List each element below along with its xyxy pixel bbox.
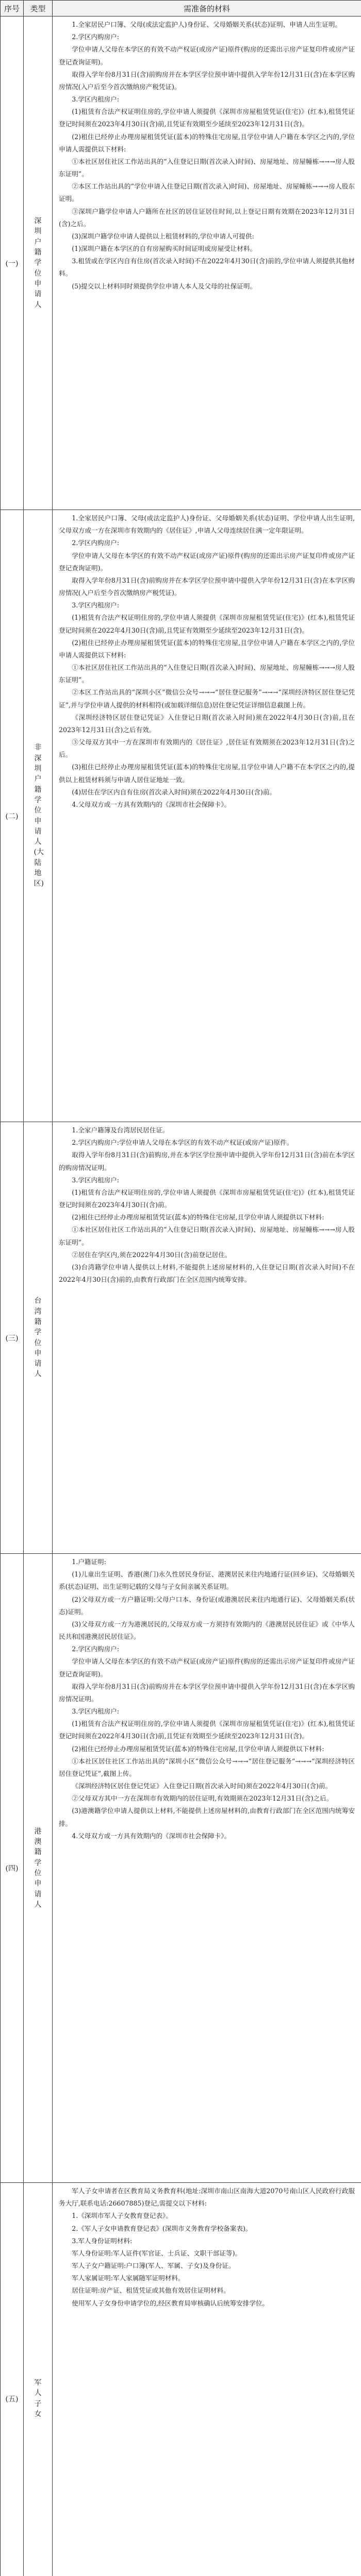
material-paragraph: ①本社区居住社区工作站出具的“深圳小区”微信公众号→→→“居住登记服务”→→→“深圳经济特区居住登记凭证”,截图上传。: [59, 1757, 355, 1777]
material-paragraph: ②居住在学区内,须在2022年4月30日(含)前登记居住。: [72, 1250, 232, 1259]
row-seq: (一): [1, 16, 24, 510]
row-seq: (二): [1, 510, 24, 1122]
table-row: [1, 1122, 361, 1554]
material-paragraph: (2)父母双方或一方户籍证明:父母户口本、身份证(或港澳居民来往内地通行证)、父母婚姻关系(状态)证明。: [59, 1595, 355, 1616]
material-paragraph: 3.学区内租房户:: [72, 1707, 120, 1716]
material-paragraph: 3.学区内租房户:: [72, 95, 120, 104]
material-paragraph: 3.学区内租房户:: [72, 601, 120, 609]
row-type: 台湾籍学位申请人: [34, 1297, 42, 1379]
row-materials: [53, 16, 361, 510]
header-materials: 需准备的材料: [53, 1, 361, 16]
material-paragraph: 1.户籍证明:: [72, 1558, 106, 1566]
row-seq: (五): [1, 2183, 24, 2576]
row-type: 军人子女: [34, 2378, 42, 2418]
material-paragraph: 取得入学年份8月31日(含)前购房并在本学区学位预申请中提供入学年份12月31日(含)在本学区购房情况(入户后至今首次缴纳房产税凭证)。: [59, 576, 355, 597]
row-type: 非深圳户籍学位申请人(大陆地区): [34, 743, 44, 888]
row-materials: [53, 510, 361, 1122]
row-type-cell: [24, 1122, 53, 1554]
material-paragraph: 军人子女申请者在区教育局义务教育科(地址:深圳市南山区南海大道2070号南山区人民政府行政服务大厅,联系电话:26607885)登记,需提交以下材料:: [59, 2187, 355, 2208]
material-paragraph: 3.军人身份证明材料:: [72, 2236, 133, 2245]
row-seq: (四): [1, 1554, 24, 2183]
material-paragraph: 取得入学年份8月31日(含)前购房,并在本学区学位预申请中提供入学年份12月31日(含)前在本学区的购房情况证明。: [59, 1151, 355, 1172]
table-row: [1, 510, 361, 1122]
material-paragraph: 取得入学年份8月31日(含)前购房并在本学区学位预申请中提供入学年份12月31日(含)在本学区购房情况证明。: [59, 1682, 355, 1703]
header-seq: 序号: [1, 1, 24, 16]
material-paragraph: 3.租赁或在学区内自有住房(首次录入时间)不在2022年4月30日(含)前的,学位申请人须提供其他材料。: [59, 257, 355, 278]
material-paragraph: (2)租住已经停止办理房屋租赁凭证(蓝本)的特殊住宅房屋,且学位申请人户籍在本学区之内的,学位申请人需提供以下材料:: [59, 638, 355, 659]
material-paragraph: ②本区工作站出具的“深圳小区”微信公众号→→→“居住登记服务”→→→“深圳经济特区居住登记凭证”,并与学位申请人提供的材料相符(或加载详细信息)居住登记凭证详细信息截图上传。: [59, 688, 355, 709]
row-type: 港澳籍学位申请人: [34, 1827, 42, 1909]
material-paragraph: (3)租住已经停止办理房屋租赁凭证(蓝本)的特殊住宅房屋,且学位申请人户籍不在本学区之内的,提供以上租赁材料须与申请人居住证地址一致。: [59, 763, 355, 784]
material-paragraph: 2.学区内购房户:: [72, 33, 120, 41]
material-paragraph: 居住证明:房产证、租赁凭证或其他有效居住证明材料。: [72, 2286, 230, 2295]
material-paragraph: 取得入学年份8月31日(含)前购房并在本学区学位预申请中提供入学年份12月31日(含)在本学区购房情况(入户后至今首次缴纳房产税凭证)。: [59, 70, 355, 91]
material-paragraph: (5)提交以上材料同时须提供学位申请人本人及父母的社保证明。: [72, 282, 257, 290]
table-body: [1, 16, 361, 2576]
material-paragraph: 2.《军人子女申请教育登记表》(深圳市义务教育学校备案表)。: [72, 2224, 252, 2232]
material-paragraph: (1)租赁有合法产权证明住房的,学位申请人须提供《深圳市房屋租赁凭证(住宅)》(红本),租赁凭证登记时间须在2022年4月30日(含)前,且凭证有效期至少延续至2023年12月31日(含)。: [59, 614, 355, 634]
material-paragraph: 1.《深圳市军人子女教育登记表》。: [72, 2212, 172, 2220]
material-paragraph: 2.学区内购房户:: [72, 1645, 120, 1653]
material-paragraph: (1)租赁有合法产权证明住房的,学位申请人须提供《深圳市房屋租赁凭证(住宅)》(红本),租赁凭证登记时间须在2023年4月30日(含)前,且凭证有效期至少延续至2023年12月31日(含)。: [59, 108, 355, 128]
row-type: 深圳户籍学位申请人: [34, 217, 42, 309]
row-type-cell: [24, 1554, 53, 2183]
material-paragraph: (1)深圳户籍在本学区的自有房屋购买时间证明或房屋受让材料。: [72, 245, 257, 253]
material-paragraph: 学位申请人父母在本学区的有效不动产权证(或房产证)原件(购房的还需出示房产证复印件或房产证登记查询证明)。: [59, 1657, 355, 1678]
row-type-cell: [24, 2183, 53, 2576]
material-paragraph: (2)租住已经停止办理房屋租赁凭证(蓝本)的特殊住宅房屋,且学位申请人户籍在本学区之内的,学位申请人需提供以下材料:: [59, 132, 355, 153]
row-type-cell: [24, 16, 53, 510]
material-paragraph: 军人子女户籍证明:户口簿(军人、军属、子女)及身份证。: [72, 2262, 235, 2270]
material-paragraph: (4)居住在学区内自有住房(首次录入时间)须在2022年4月30日(含)前。: [72, 788, 276, 796]
material-paragraph: ①本社区居住社区工作站出具的“入住登记日期(首次录入)时间)、房屋地址、房屋幢栋→→→房人股东证明”。: [59, 157, 355, 178]
material-paragraph: (3)港澳籍学位申请人提供以上材料,不能提供上述房屋材料的,由教育行政部门在全区范围内统筹安排。: [59, 1807, 355, 1827]
header-type: 类型: [24, 1, 53, 16]
table-row: [1, 2183, 361, 2576]
material-paragraph: 3.学区内租房户:: [72, 1176, 120, 1184]
material-paragraph: 学位申请人父母在本学区的有效不动产权证(或房产证)原件(购房的还需出示房产证复印件或房产证登记查询证明)。: [59, 45, 355, 66]
table-row: [1, 1554, 361, 2183]
material-paragraph: 4.父母双方或一方具有效期内的《深圳市社会保障卡》。: [72, 1832, 231, 1840]
material-paragraph: 4.父母双方或一方具有效期内的《深圳市社会保障卡》。: [72, 800, 231, 808]
material-paragraph: (1)租赁有合法产权证明住房的,学位申请人须提供《深圳市房屋租赁凭证(住宅)》(红本),租赁凭证登记时间须在2022年4月30日(含)前,且凭证有效期至少延续至2023年12月31日(含)。: [59, 1720, 355, 1740]
material-paragraph: ③深圳户籍学位申请人户籍所在社区的居住证居住时间,以上登记日期有效期在2023年12月31日(含)之后。: [59, 207, 355, 228]
row-type-cell: [24, 510, 53, 1122]
material-paragraph: ①本社区居住社区工作站出具的“入住登记日期(首次录入)时间)、房屋地址、房屋幢栋→→→房人股东证明”。: [59, 664, 355, 684]
material-paragraph: 学位申请人父母在本学区的有效不动产权证(或房产证)原件(购房的还需出示房产证复印件或房产证登记查询证明)。: [59, 551, 355, 572]
row-materials: [53, 2183, 361, 2576]
material-paragraph: 使用军人子女身份申请学位的,经区教育局审核确认后统筹安排学位。: [72, 2299, 269, 2307]
table-header-row: [1, 1, 361, 16]
material-paragraph: ②本区工作站出具的“学位申请入住登记日期(首次录入)时间)、房屋地址、房屋幢栋→→→房人股东证明。: [59, 182, 355, 203]
material-paragraph: ①本社区居住社区工作站出具的“入住登记日期(首次录入)时间)、房屋地址、房屋幢栋→→→房人股东证明”。: [59, 1226, 355, 1246]
material-paragraph: (3)深圳户籍学位申请人提供以上租赁材料的,学位申请人可提供:: [72, 232, 254, 240]
table-row: [1, 16, 361, 510]
material-paragraph: (1)租赁有合法产权证明住房的,学位申请人须提供《深圳市房屋租赁凭证(住宅)》(红本),租赁凭证登记时间须在2023年4月30日(含)前。: [59, 1188, 355, 1209]
row-seq: (三): [1, 1122, 24, 1554]
material-paragraph: 《深圳经济特区居住登记凭证》入住登记日期(首次录入时间)须在2022年4月30日(含)前,且在2023年12月31日(含)之后有效。: [59, 713, 355, 734]
material-paragraph: 1.全家居民户口簿、父母(或法定监护人)身份证、父母婚姻关系(状态)证明、学位申请人出生证明,父母双方或一方在深圳市有效期内的《居住证》,申请人父母连续居住满一定年限证明。: [59, 514, 355, 535]
row-materials: [53, 1554, 361, 2183]
material-paragraph: 军人家属证明:军人家属随军证明材料。: [72, 2274, 185, 2282]
material-paragraph: 军人身份证明:军人证件(军官证、士兵证、文职干部证等)。: [72, 2249, 242, 2257]
material-paragraph: 《深圳经济特区居住登记凭证》入住登记日期(首次录入时间)须在2022年4月30日(含)前。: [72, 1782, 332, 1790]
material-paragraph: 1.全家户籍簿及台湾居民居住证。: [72, 1126, 169, 1134]
material-paragraph: (1)儿童出生证明、香港(澳门)永久性居民身份证、港澳居民来往内地通行证(回乡证)、父母婚姻关系(状态)证明、出生证明记载的父母与子女间亲属关系证明。: [59, 1570, 355, 1591]
material-paragraph: ②父母双方其中一方在深圳市有效期内的居住证明,有效期须在2023年12月31日(含)之后。: [72, 1794, 333, 1803]
material-paragraph: 2.学区内购房户:学位申请人父母在本学区的有效不动产权证(或房产证)原件。: [72, 1139, 293, 1147]
row-materials: [53, 1122, 361, 1554]
material-paragraph: (2)租住已经停止办理房屋租赁凭证(蓝本)的特殊住宅房屋,且学位申请人须提供以下材料:: [72, 1213, 324, 1222]
material-paragraph: (3)台湾籍学位申请人提供以上材料,不能提供上述房屋材料的,入住登记日期(首次录入时间)不在2022年4月30日(含)前的,由教育行政部门在全区范围内统筹安排。: [59, 1263, 355, 1284]
material-paragraph: 1.全家居民户口簿、父母(或法定监护人)身份证、父母婚姻关系(状态)证明、申请人出生证明。: [72, 21, 342, 28]
material-paragraph: (3)父母双方或一方为港澳居民的,父母双方或一方须持有效期内的《港澳居民居住证》或《中华人民共和国港澳居民居住证》。: [59, 1620, 355, 1641]
material-paragraph: (2)租住已经停止办理房屋租赁凭证(蓝本)的特殊住宅房屋,且学位申请人须提供以下材料:: [72, 1744, 324, 1753]
material-paragraph: ③父母双方其中一方在深圳市有效期内的《居住证》,居住证有效期须在2023年12月31日(含)之后。: [59, 738, 355, 759]
material-paragraph: 2.学区内购房户:: [72, 539, 120, 547]
